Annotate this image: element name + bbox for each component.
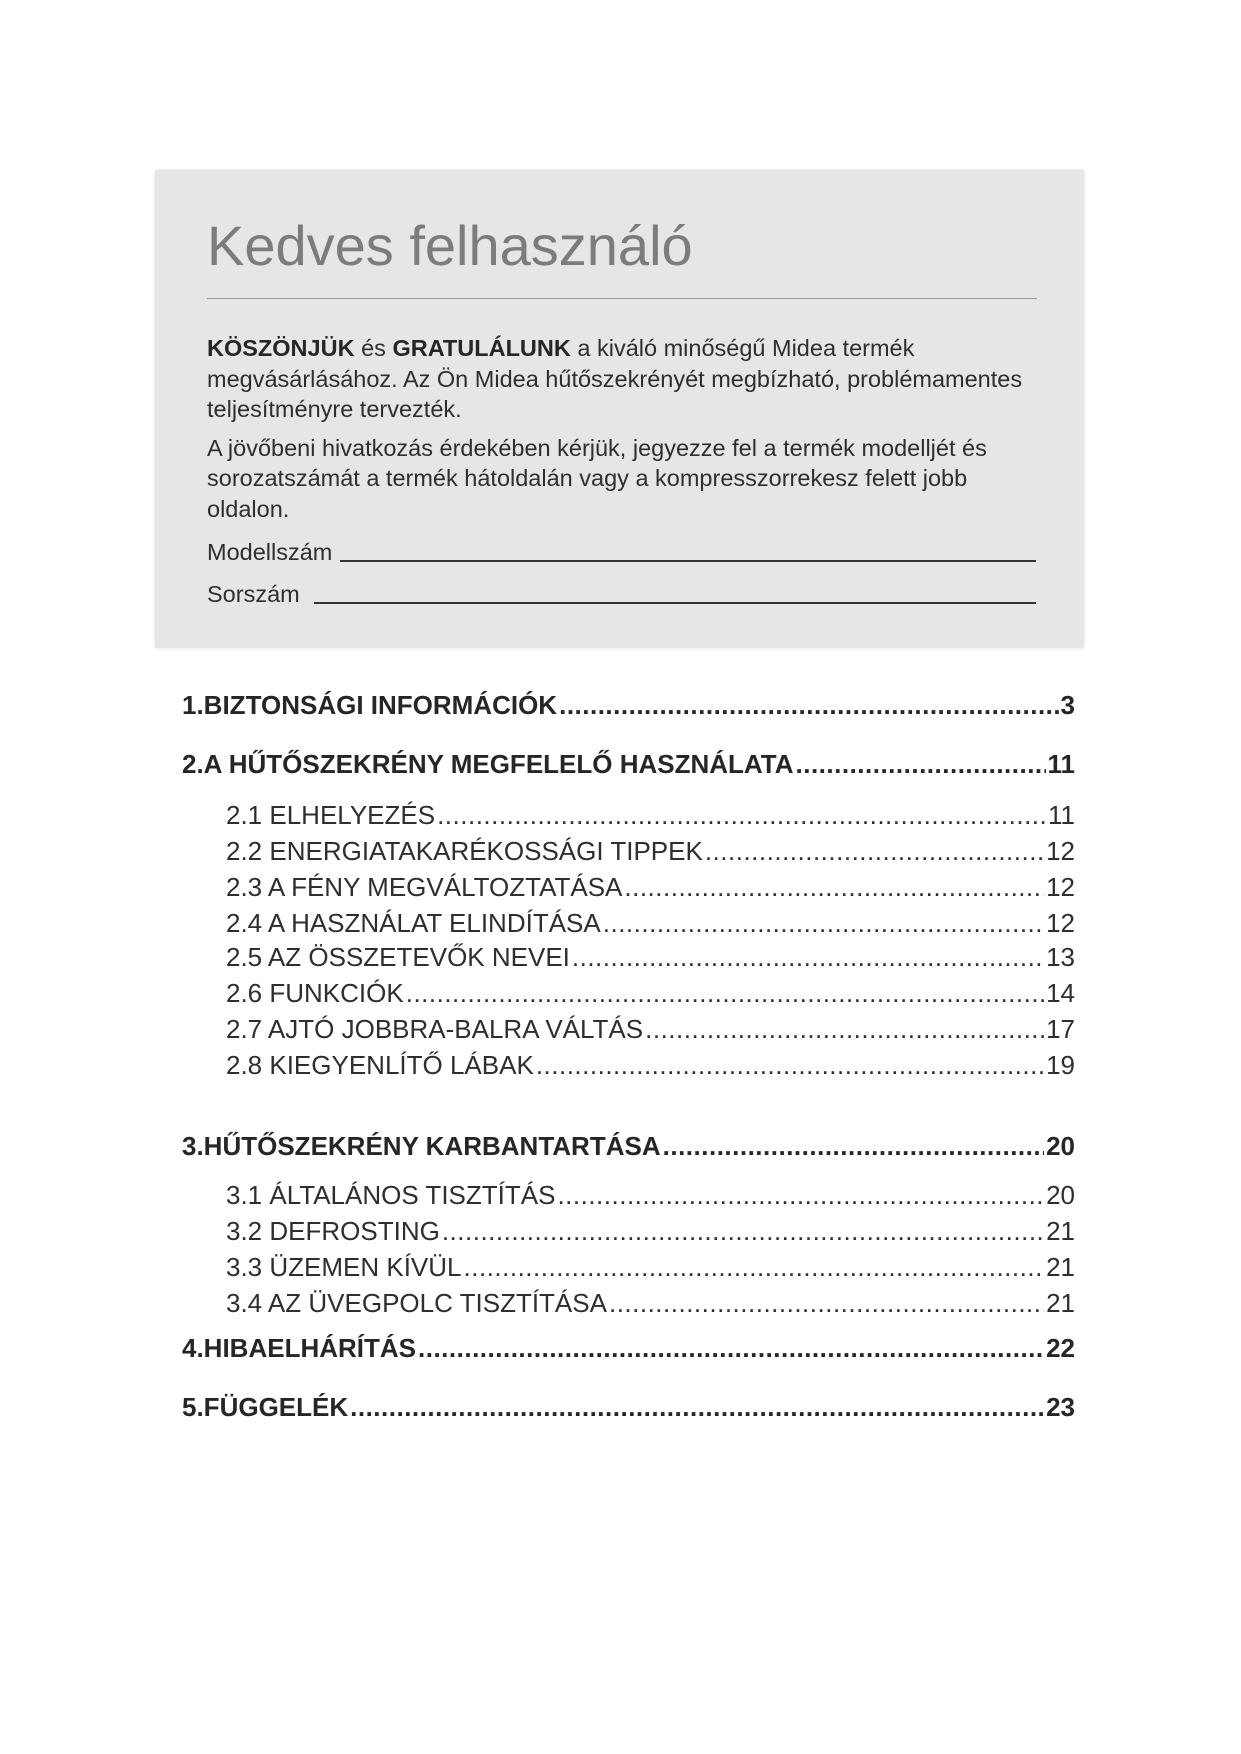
toc-entry-2-6 (226, 978, 1075, 1009)
toc-entry-2-1 (226, 800, 1075, 831)
toc-label: 2.1 ELHELYEZÉS (226, 800, 436, 830)
congrats-bold: GRATULÁLUNK (392, 335, 571, 361)
toc-page-number: 11 (1048, 800, 1075, 830)
toc-label: 1.BIZTONSÁGI INFORMÁCIÓK (182, 690, 558, 720)
toc-entry-4 (182, 1333, 1075, 1364)
thanks-and: és (354, 335, 393, 361)
toc-entry-3-1 (226, 1180, 1075, 1211)
toc-label: 5.FÜGGELÉK (182, 1392, 349, 1422)
toc-leader-dots (603, 908, 1044, 939)
toc-page-number: 21 (1046, 1252, 1075, 1282)
toc-leader-dots (796, 749, 1046, 780)
toc-entry-3-2 (226, 1216, 1075, 1247)
toc-leader-dots (464, 1252, 1045, 1283)
toc-label: 2.3 A FÉNY MEGVÁLTOZTATÁSA (226, 872, 623, 902)
toc-label: 3.1 ÁLTALÁNOS TISZTÍTÁS (226, 1180, 556, 1210)
toc-entry-5 (182, 1392, 1075, 1423)
toc-label: 2.A HŰTŐSZEKRÉNY MEGFELELŐ HASZNÁLATA (182, 749, 794, 779)
toc-entry-2-4 (226, 908, 1075, 939)
toc-leader-dots (406, 978, 1044, 1009)
intro-title: Kedves felhasználó (207, 214, 693, 277)
toc-page-number: 3 (1060, 690, 1075, 720)
thanks-paragraph (207, 333, 1047, 425)
toc-entry-3-3 (226, 1252, 1075, 1283)
model-number-blank-line (340, 560, 1036, 562)
title-divider (207, 298, 1037, 299)
toc-page-number: 21 (1046, 1288, 1075, 1318)
toc-leader-dots (645, 1014, 1044, 1045)
toc-page-number: 13 (1046, 942, 1075, 972)
toc-page-number: 20 (1046, 1180, 1075, 1210)
toc-entry-2-3 (226, 872, 1075, 903)
toc-page-number: 11 (1047, 749, 1075, 779)
model-number-label: Modellszám (207, 539, 333, 565)
toc-label: 4.HIBAELHÁRÍTÁS (182, 1333, 417, 1363)
serial-number-label: Sorszám (207, 581, 300, 607)
serial-number-blank-line (314, 602, 1036, 604)
toc-page-number: 22 (1046, 1333, 1075, 1363)
toc-page-number: 21 (1046, 1216, 1075, 1246)
toc-label: 2.2 ENERGIATAKARÉKOSSÁGI TIPPEK (226, 836, 703, 866)
toc-label: 3.4 AZ ÜVEGPOLC TISZTÍTÁSA (226, 1288, 607, 1318)
toc-leader-dots (418, 1333, 1044, 1364)
serial-number-field (207, 578, 1036, 608)
toc-label: 2.4 A HASZNÁLAT ELINDÍTÁSA (226, 908, 601, 938)
toc-page-number: 12 (1046, 836, 1075, 866)
toc-leader-dots (557, 1180, 1044, 1211)
toc-leader-dots (624, 872, 1044, 903)
toc-page-number: 23 (1046, 1392, 1075, 1422)
toc-page-number: 19 (1046, 1050, 1075, 1080)
toc-label: 2.8 KIEGYENLÍTŐ LÁBAK (226, 1050, 534, 1080)
toc-label: 3.3 ÜZEMEN KÍVÜL (226, 1252, 462, 1282)
toc-entry-2 (182, 749, 1075, 780)
toc-entry-2-5 (226, 942, 1075, 973)
toc-leader-dots (663, 1131, 1044, 1162)
toc-entry-3 (182, 1131, 1075, 1162)
thanks-bold: KÖSZÖNJÜK (207, 335, 355, 361)
toc-label: 2.5 AZ ÖSSZETEVŐK NEVEI (226, 942, 570, 972)
toc-entry-3-4 (226, 1288, 1075, 1319)
toc-leader-dots (609, 1288, 1044, 1319)
toc-label: 2.7 AJTÓ JOBBRA-BALRA VÁLTÁS (226, 1014, 644, 1044)
toc-label: 2.6 FUNKCIÓK (226, 978, 404, 1008)
model-number-field (207, 536, 1036, 566)
toc-page-number: 20 (1046, 1131, 1075, 1161)
toc-page-number: 12 (1046, 908, 1075, 938)
toc-page-number: 14 (1046, 978, 1075, 1008)
toc-page-number: 12 (1046, 872, 1075, 902)
intro-box (155, 170, 1084, 648)
thanks-rest: a kiváló minőségű Midea termék megvásárlásához. Az Ön Midea hűtőszekrényét megbízható, problémamentes teljesítményre tervezték. (207, 335, 1023, 422)
toc-label: 3.2 DEFROSTING (226, 1216, 440, 1246)
toc-entry-2-7 (226, 1014, 1075, 1045)
toc-leader-dots (536, 1050, 1044, 1081)
toc-leader-dots (705, 836, 1044, 867)
toc-entry-1 (182, 690, 1075, 721)
reference-paragraph: A jövőbeni hivatkozás érdekében kérjük, jegyezze fel a termék modelljét és sorozatszámát a termék hátoldalán vagy a kompresszorrekesz felett jobb oldalon. (207, 434, 987, 522)
toc-entry-2-2 (226, 836, 1075, 867)
toc-label: 3.HŰTŐSZEKRÉNY KARBANTARTÁSA (182, 1131, 661, 1161)
toc-leader-dots (572, 942, 1044, 973)
toc-leader-dots (442, 1216, 1044, 1247)
toc-page-number: 17 (1046, 1014, 1075, 1044)
toc-leader-dots (559, 690, 1058, 721)
toc-leader-dots (437, 800, 1046, 831)
toc-leader-dots (350, 1392, 1044, 1423)
toc-entry-2-8 (226, 1050, 1075, 1081)
